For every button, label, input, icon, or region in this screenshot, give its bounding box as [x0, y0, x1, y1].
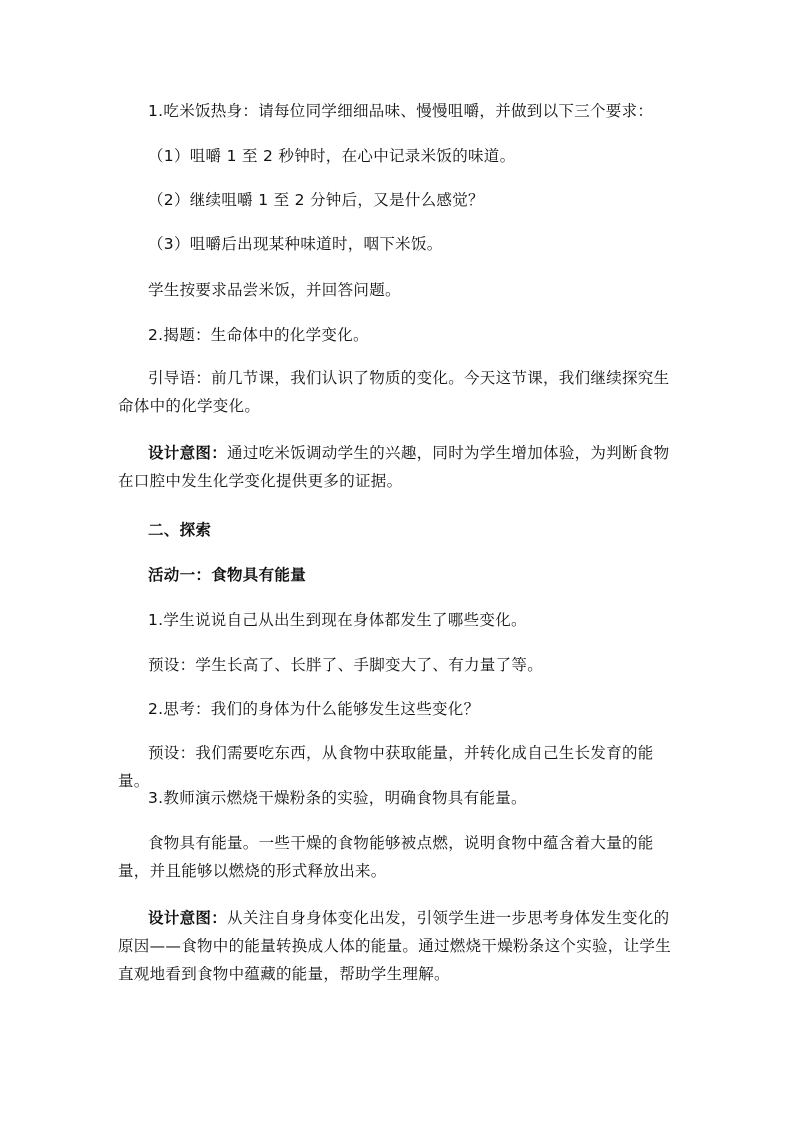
design-intent-paragraph-1	[118, 439, 676, 495]
activity-1-conclusion: 食物具有能量。一些干燥的食物能够被点燃，说明食物中蕴含着大量的能量，并且能够以燃烧的形式释放出来。	[118, 834, 654, 880]
design-intent-text: 从关注自身身体变化出发，引领学生进一步思考身体发生变化的原因——食物中的能量转换成人体的能量。通过燃烧干燥粉条这个实验，让学生直观地看到食物中蕴藏的能量，帮助学生理解。	[118, 909, 672, 983]
design-intent-text: 通过吃米饭调动学生的兴趣，同时为学生增加体验，为判断食物在口腔中发生化学变化提供更多的证据。	[118, 444, 670, 490]
design-intent-paragraph-2	[118, 904, 676, 988]
activity-1-heading: 活动一：食物具有能量	[148, 566, 307, 584]
activity-1-question-2: 2.思考：我们的身体为什么能够发生这些变化？	[148, 700, 480, 718]
design-intent-label: 设计意图：	[148, 444, 228, 462]
topic-reveal: 2.揭题：生命体中的化学变化。	[148, 326, 369, 344]
activity-1-question-3: 3.教师演示燃烧干燥粉条的实验，明确食物具有能量。	[148, 789, 527, 807]
activity-1-preset-2: 预设：我们需要吃东西，从食物中获取能量，并转化成自己生长发育的能量。	[118, 744, 654, 790]
design-intent-label: 设计意图：	[148, 909, 228, 927]
warmup-intro: 1.吃米饭热身：请每位同学细细品味、慢慢咀嚼，并做到以下三个要求：	[148, 102, 654, 120]
student-response: 学生按要求品尝米饭，并回答问题。	[148, 281, 401, 299]
warmup-requirement-2: （2）继续咀嚼 1 至 2 分钟后，又是什么感觉？	[148, 191, 484, 209]
guide-paragraph: 引导语：前几节课，我们认识了物质的变化。今天这节课，我们继续探究生命体中的化学变化。	[118, 369, 670, 415]
warmup-requirement-1: （1）咀嚼 1 至 2 秒钟时，在心中记录米饭的味道。	[148, 147, 516, 165]
warmup-requirement-3: （3）咀嚼后出现某种味道时，咽下米饭。	[148, 235, 443, 253]
activity-1-preset-1: 预设：学生长高了、长胖了、手脚变大了、有力量了等。	[148, 656, 544, 674]
activity-1-question-1: 1.学生说说自己从出生到现在身体都发生了哪些变化。	[148, 611, 527, 629]
section-heading-explore: 二、探索	[148, 521, 212, 539]
